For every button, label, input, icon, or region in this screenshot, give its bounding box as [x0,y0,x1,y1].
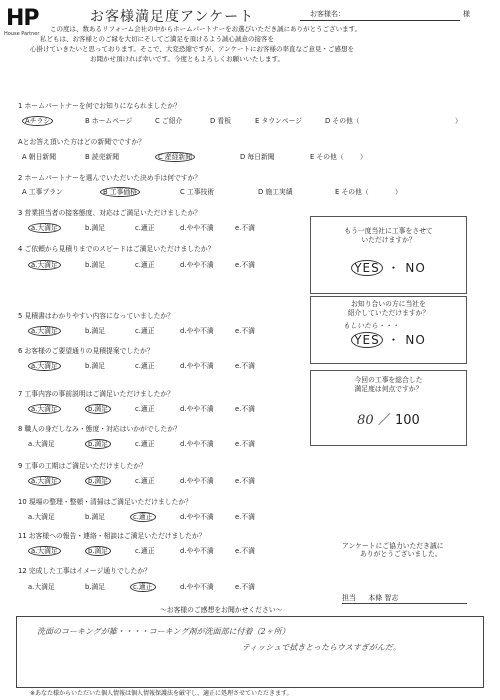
comment-line: ティッシュで拭きとったらウスすぎがんだ。 [242,643,401,652]
q2-option-d[interactable]: D 施工実績 [258,188,293,196]
overall-score-question [311,376,466,394]
q1-option-b[interactable]: B ホームページ [85,117,133,125]
answer-mark: a.大満足 [28,260,61,270]
overall-score-box [310,370,467,446]
q7-option-b[interactable] [85,405,111,413]
repeat-order-answer [311,261,466,276]
q1a-option-other-close: ） [360,153,367,161]
question-1a: Aとお答え頂いた方はどの新聞でですか？ [18,138,145,146]
q3-option-a[interactable] [28,224,61,232]
q9-option-e[interactable]: e.不満 [235,477,255,485]
q5-option-a[interactable] [28,327,61,335]
question-4: 4 ご依頼から見積りまでのスピードはご満足いただけましたか？ [18,245,215,253]
thanks-line: ありがとうございました。 [360,550,442,559]
q1a-option-d[interactable]: D 毎日新聞 [240,153,275,161]
q7-option-a[interactable] [28,405,61,413]
intro-line: この度は、数あるリフォーム会社の中からホームパートナーをお選びいただき誠にありがとうございます。 [50,25,362,33]
q1-option-c[interactable]: C ご紹介 [155,117,183,125]
company-logo: HP [6,6,39,31]
q1a-option-b[interactable]: B 読売新聞 [85,153,120,161]
thanks-message [342,542,444,559]
q6-option-e[interactable]: e.不満 [235,362,255,370]
question-8: 8 職人の身だしなみ・態度・対応はいかがでしたか？ [18,425,181,433]
yes-option[interactable]: YES [351,260,383,276]
question-12: 12 完成した工事はイメージ通りでしたか？ [18,567,151,575]
q10-option-b[interactable]: b.満足 [85,513,106,521]
q11-option-c[interactable]: c.適正 [135,547,155,555]
referral-answer [311,333,466,348]
intro-line: 私どもは、お客様とのご縁を大切にそしてご満足を頂けるよう誠心誠意の接客を [40,35,274,43]
answer-mark: b.満足 [85,404,111,414]
q1-option-e[interactable]: E タウンページ [255,117,303,125]
staff-name: 本條 智志 [368,594,399,602]
yes-option[interactable]: YES [351,332,383,348]
answer-mark: b.満足 [85,476,111,486]
q2-option-b[interactable] [100,188,140,196]
question-7: 7 工事内容の事前説明はご満足いただけましたか？ [18,390,175,398]
q6-option-b[interactable]: b.満足 [85,362,106,370]
answer-mark: b.満足 [85,439,111,449]
separator: ・ [387,333,401,347]
intro-line: お聞かせ頂ければ幸いです。今度ともよろしくお願いいたします。 [90,55,284,63]
question-3: 3 営業担当者の接客態度、対応はご満足いただけましたか？ [18,209,202,217]
question-2: 2 ホームパートナーを選んでいただいた決め手は何ですか？ [18,174,202,182]
repeat-order-question [311,227,466,245]
answer-mark: b.満足 [85,546,111,556]
q11-option-e[interactable]: e.不満 [235,547,255,555]
q7-option-e[interactable]: e.不満 [235,405,255,413]
score-max: 100 [395,413,420,428]
q1a-option-e[interactable]: E その他（ [310,153,344,161]
q1a-option-c[interactable] [155,153,195,161]
q4-option-b[interactable]: b.満足 [85,261,106,269]
q1-option-a[interactable] [22,117,53,125]
staff-field [342,594,467,604]
repeat-order-question-line: もう一度当社に工事をさせて [344,227,433,235]
q12-option-a[interactable]: a.大満足 [28,583,55,591]
answer-mark: c.適正 [130,512,156,522]
q11-option-b[interactable] [85,547,111,555]
comments-box[interactable] [16,616,484,688]
q4-option-a[interactable] [28,261,61,269]
q2-option-c[interactable]: C 工事技術 [180,188,215,196]
q8-option-e[interactable]: e.不満 [235,440,255,448]
referral-question-line: お知り合いの方に当社を [351,300,426,308]
q9-option-b[interactable] [85,477,111,485]
q2-option-other-close: ） [395,188,402,196]
answer-mark: Aチラシ [22,116,53,126]
q12-option-b[interactable]: b.満足 [85,583,106,591]
q9-option-c[interactable]: c.適正 [135,477,155,485]
q10-option-d[interactable]: d.やや不満 [180,513,214,521]
intro-text [30,24,485,64]
q4-option-e[interactable]: e.不満 [235,261,255,269]
repeat-order-box [310,216,467,294]
customer-name-label: お客様名： [310,10,345,18]
q5-option-e[interactable]: e.不満 [235,327,255,335]
q8-option-a[interactable]: a.大満足 [28,440,55,448]
q2-option-a[interactable]: A 工事プラン [22,188,63,196]
question-10: 10 現場の整理・整頓・清掃はご満足いただけましたか？ [18,498,192,506]
answer-mark: a.大満足 [28,326,61,336]
referral-question [311,300,466,318]
q10-option-e[interactable]: e.不満 [235,513,255,521]
score-slash: ／ [377,413,391,428]
q8-option-c[interactable]: c.適正 [135,440,155,448]
q12-option-c[interactable] [130,583,156,591]
q8-option-b[interactable] [85,440,111,448]
q6-option-d[interactable]: d.やや不満 [180,362,214,370]
q7-option-d[interactable]: d.やや不満 [180,405,214,413]
q10-option-c[interactable] [130,513,156,521]
q5-option-c[interactable]: c.適正 [135,327,155,335]
comments-title: ～お客様のご感想をお聞かせください～ [160,606,283,614]
q4-option-d[interactable]: d.やや不満 [180,261,214,269]
q12-option-e[interactable]: e.不満 [235,583,255,591]
answer-mark: a.大満足 [28,361,61,371]
q6-option-a[interactable] [28,362,61,370]
overall-score [311,413,466,429]
q8-option-d[interactable]: d.やや不満 [180,440,214,448]
separator: ・ [387,261,401,275]
q12-option-d[interactable]: d.やや不満 [180,583,214,591]
no-option[interactable]: NO [405,261,426,275]
answer-mark: C 産経新聞 [155,152,195,162]
q3-option-e[interactable]: e.不満 [235,224,255,232]
staff-label: 担当 [342,594,356,602]
q4-option-c[interactable]: c.適正 [135,261,155,269]
q1a-option-a[interactable]: A 朝日新聞 [22,153,56,161]
overall-score-question-line: 満足度は何点ですか？ [354,385,423,393]
q11-option-d[interactable]: d.やや不満 [180,547,214,555]
answer-mark: c.適正 [130,582,156,592]
q7-option-c[interactable]: c.適正 [135,405,155,413]
q1-option-other[interactable]: D その他（ [325,117,360,125]
question-6: 6 お客様のご要望通りの見積提案でしたか？ [18,347,154,355]
score-value[interactable]: 80 [357,413,374,428]
answer-mark: a.大満足 [28,404,61,414]
answer-mark: a.大満足 [28,546,61,556]
privacy-note: ※あなた様からいただいた個人情報は個人情報保護法を厳守し、適正に処理させていただきます。 [30,690,293,697]
q1-option-other-close: ） [455,117,462,125]
q3-option-c[interactable]: c.適正 [135,224,155,232]
answer-mark: B 工事価格 [100,187,140,197]
referral-question-line: 紹介していただけますか？ [347,309,430,317]
page-title: お客様満足度アンケート [90,9,255,25]
question-11: 11 お客様への報告・連絡・相談はご満足いただけましたか？ [18,532,206,540]
q5-option-b[interactable]: b.満足 [85,327,106,335]
q9-option-d[interactable]: d.やや不満 [180,477,214,485]
q11-option-a[interactable] [28,547,61,555]
comment-line: 洗面のコーキングが雑・・・・コーキング剤が洗面部に付着（2ヶ所） [37,627,290,636]
question-5: 5 見積書はわかりやすい内容になっていましたか？ [18,312,175,320]
referral-note: もしいたら・・・ [343,322,399,330]
customer-name-field[interactable] [300,19,460,21]
q3-option-d[interactable]: d.やや不満 [180,224,214,232]
thanks-line: アンケートにご協力いただき誠に [342,542,444,550]
q5-option-d[interactable]: d.やや不満 [180,327,214,335]
q3-option-b[interactable]: b.満足 [85,224,106,232]
referral-box [310,296,467,364]
overall-score-question-line: 今回の工事を総合した [354,376,423,384]
question-1: 1 ホームパートナーを何でお知りになられましたか？ [18,102,181,110]
question-9: 9 工事の工期はご満足いただけましたか？ [18,462,147,470]
q9-option-a[interactable] [28,477,61,485]
repeat-order-question-line: いただけますか？ [361,236,416,244]
answer-mark: a.大満足 [28,476,61,486]
q6-option-c[interactable]: c.適正 [135,362,155,370]
q1-option-d[interactable]: D 看板 [210,117,231,125]
company-logo-subtitle: House Partner [4,31,40,37]
q10-option-a[interactable]: a.大満足 [28,513,55,521]
customer-name-suffix: 様 [463,10,470,18]
q2-option-e[interactable]: E その他（ [335,188,369,196]
no-option[interactable]: NO [405,333,426,347]
answer-mark: a.大満足 [28,223,61,233]
intro-line: 心掛けていきたいと思っております。そこで、大変恐縮ですが、アンケートにお客様の率直なご意見・ご感想を [30,45,354,53]
